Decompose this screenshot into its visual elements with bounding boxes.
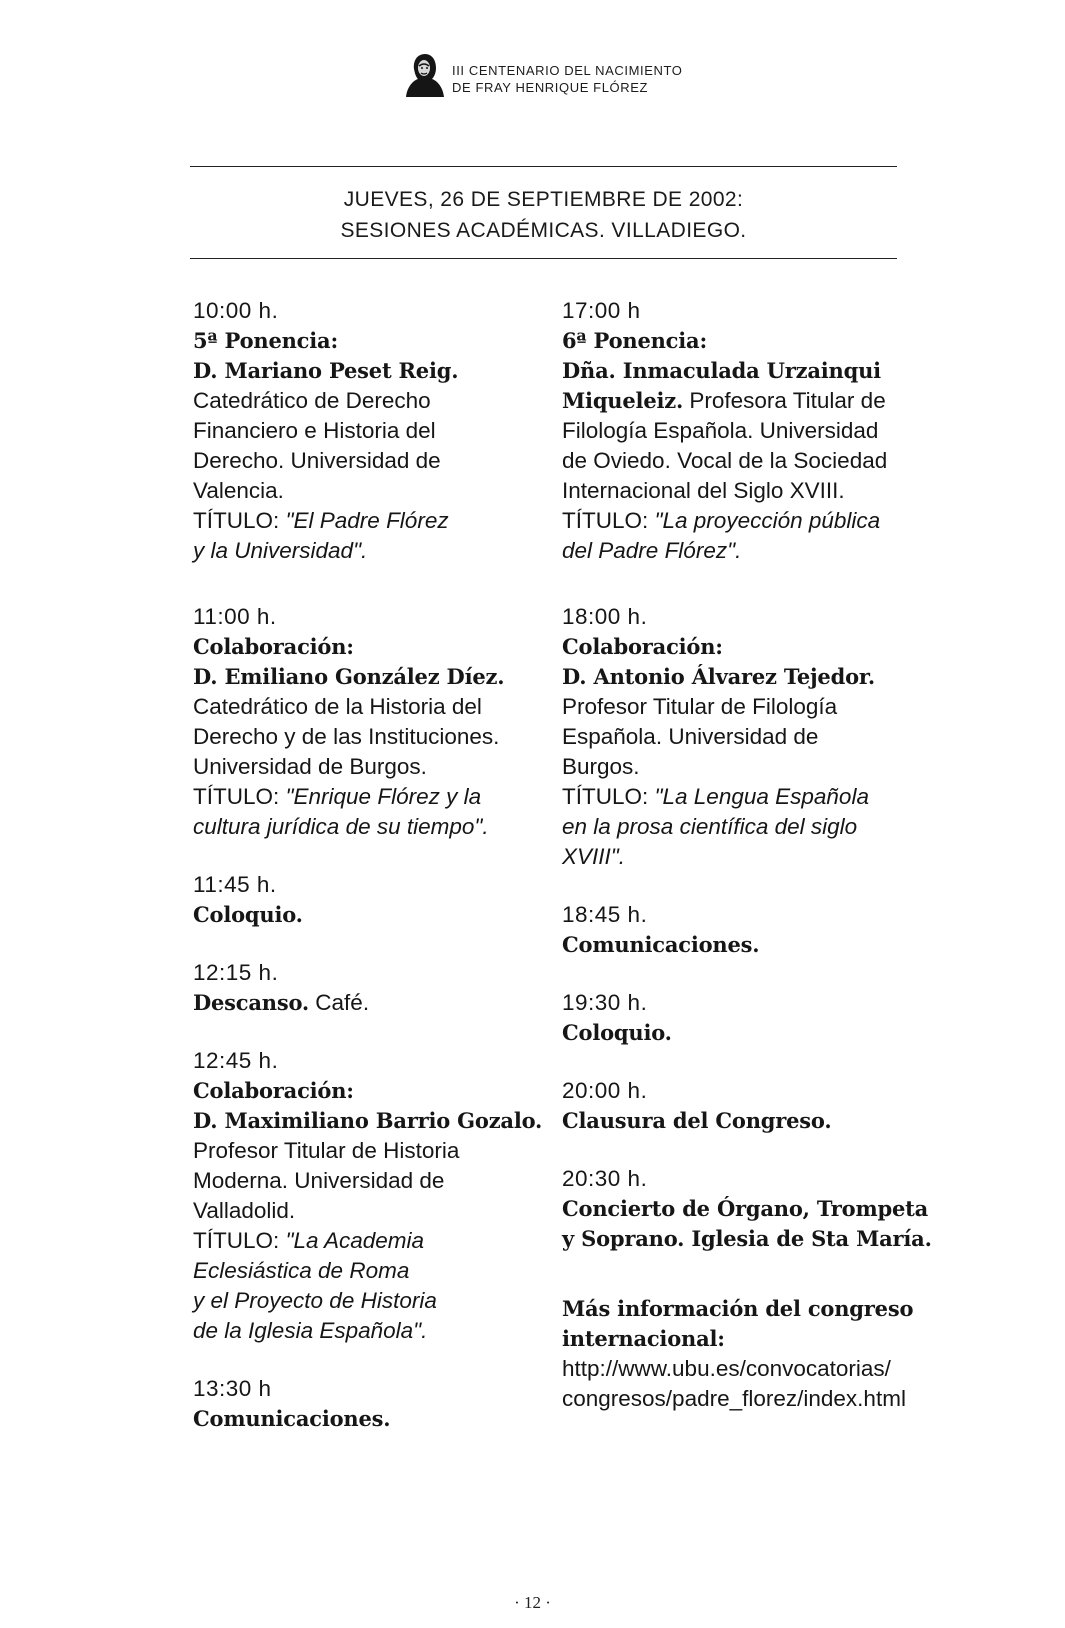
talk-title: y la Universidad". — [193, 538, 368, 563]
entry-description: Profesora Titular de — [689, 388, 886, 413]
info-url[interactable]: http://www.ubu.es/convocatorias/ — [562, 1356, 891, 1381]
entry-description: Universidad de Burgos. — [193, 754, 427, 779]
entry-time: 10:00 h. — [193, 298, 279, 323]
entry-description: Moderna. Universidad de — [193, 1168, 445, 1193]
top-divider — [190, 166, 897, 167]
entry-description: Internacional del Siglo XVIII. — [562, 478, 845, 503]
entry-speaker: D. Antonio Álvarez Tejedor. — [562, 664, 875, 689]
entry-speaker: D. Emiliano González Díez. — [193, 664, 505, 689]
entry-time: 11:45 h. — [193, 872, 277, 897]
page-header — [404, 50, 724, 100]
entry-time: 12:45 h. — [193, 1048, 279, 1073]
entry-description: Derecho y de las Instituciones. — [193, 724, 500, 749]
entry-time: 11:00 h. — [193, 604, 277, 629]
entry-extra: Café. — [315, 990, 370, 1015]
entry-description: Catedrático de la Historia del — [193, 694, 482, 719]
title-label: TÍTULO: — [562, 784, 649, 809]
more-info-block — [562, 1294, 917, 1414]
header-title — [452, 62, 682, 96]
schedule-entry — [562, 900, 917, 960]
talk-title: XVIII". — [562, 844, 626, 869]
more-info-heading: internacional: — [562, 1326, 725, 1351]
page-number: · 12 · — [514, 1593, 551, 1612]
entry-description: Valencia. — [193, 478, 284, 503]
entry-description: Profesor Titular de Historia — [193, 1138, 460, 1163]
entry-time: 18:45 h. — [562, 902, 648, 927]
entry-label: Clausura del Congreso. — [562, 1108, 832, 1133]
header-line-1: III CENTENARIO DEL NACIMIENTO — [452, 63, 683, 78]
schedule-entry — [193, 1374, 533, 1434]
talk-title: "El Padre Flórez — [285, 508, 449, 533]
entry-label: Concierto de Órgano, Trompeta — [562, 1196, 929, 1221]
schedule-entry — [193, 602, 533, 842]
talk-title: en la prosa científica del siglo — [562, 814, 858, 839]
entry-label: Comunicaciones. — [562, 932, 760, 957]
talk-title: del Padre Flórez". — [562, 538, 742, 563]
entry-label: Coloquio. — [193, 902, 303, 927]
info-url[interactable]: congresos/padre_florez/index.html — [562, 1386, 906, 1411]
schedule-entry — [193, 870, 533, 930]
entry-description: Española. Universidad de — [562, 724, 819, 749]
entry-description: Burgos. — [562, 754, 640, 779]
entry-description: Financiero e Historia del — [193, 418, 436, 443]
talk-title: "Enrique Flórez y la — [285, 784, 482, 809]
entry-speaker: D. Maximiliano Barrio Gozalo. — [193, 1108, 543, 1133]
schedule-entry — [562, 1164, 932, 1254]
entry-time: 12:15 h. — [193, 960, 279, 985]
talk-title: "La Lengua Española — [654, 784, 869, 809]
talk-title: Eclesiástica de Roma — [193, 1258, 410, 1283]
entry-time: 18:00 h. — [562, 604, 648, 629]
entry-time: 19:30 h. — [562, 990, 648, 1015]
bottom-divider — [190, 258, 897, 259]
entry-speaker: Miqueleiz. — [562, 388, 684, 413]
title-label: TÍTULO: — [562, 508, 649, 533]
entry-speaker: Dña. Inmaculada Urzainqui — [562, 358, 881, 383]
entry-description: Profesor Titular de Filología — [562, 694, 838, 719]
entry-time: 20:30 h. — [562, 1166, 648, 1191]
entry-description: de Oviedo. Vocal de la Sociedad — [562, 448, 888, 473]
schedule-entry — [562, 1076, 917, 1136]
entry-label: Coloquio. — [562, 1020, 672, 1045]
session-date-heading — [190, 184, 897, 246]
entry-type: Colaboración: — [562, 634, 723, 659]
schedule-entry — [193, 1046, 543, 1346]
title-label: TÍTULO: — [193, 508, 280, 533]
entry-description: Derecho. Universidad de — [193, 448, 441, 473]
talk-title: cultura jurídica de su tiempo". — [193, 814, 489, 839]
date-line-1: JUEVES, 26 DE SEPTIEMBRE DE 2002: — [343, 188, 744, 211]
header-line-2: DE FRAY HENRIQUE FLÓREZ — [452, 80, 649, 95]
friar-portrait-icon — [404, 50, 446, 98]
entry-time: 20:00 h. — [562, 1078, 648, 1103]
entry-label: y Soprano. Iglesia de Sta María. — [562, 1226, 932, 1251]
talk-title: "La Academia — [285, 1228, 425, 1253]
entry-label: Descanso. — [193, 990, 310, 1015]
schedule-entry — [193, 958, 533, 1018]
schedule-right-column — [562, 296, 932, 1442]
title-label: TÍTULO: — [193, 784, 280, 809]
talk-title: "La proyección pública — [654, 508, 881, 533]
entry-type: Colaboración: — [193, 1078, 354, 1103]
title-label: TÍTULO: — [193, 1228, 280, 1253]
entry-description: Valladolid. — [193, 1198, 296, 1223]
entry-type: 5ª Ponencia: — [193, 328, 338, 353]
entry-type: Colaboración: — [193, 634, 354, 659]
entry-label: Comunicaciones. — [193, 1406, 391, 1431]
talk-title: de la Iglesia Española". — [193, 1318, 428, 1343]
schedule-entry — [562, 602, 917, 872]
entry-time: 17:00 h — [562, 298, 641, 323]
schedule-left-column — [193, 296, 543, 1462]
entry-speaker: D. Mariano Peset Reig. — [193, 358, 459, 383]
entry-time: 13:30 h — [193, 1376, 272, 1401]
talk-title: y el Proyecto de Historia — [193, 1288, 437, 1313]
schedule-entry — [193, 296, 533, 566]
schedule-entry — [562, 296, 917, 566]
entry-description: Filología Española. Universidad — [562, 418, 879, 443]
more-info-heading: Más información del congreso — [562, 1296, 914, 1321]
entry-type: 6ª Ponencia: — [562, 328, 707, 353]
entry-description: Catedrático de Derecho — [193, 388, 431, 413]
schedule-entry — [562, 988, 917, 1048]
date-line-2: SESIONES ACADÉMICAS. VILLADIEGO. — [340, 219, 747, 242]
